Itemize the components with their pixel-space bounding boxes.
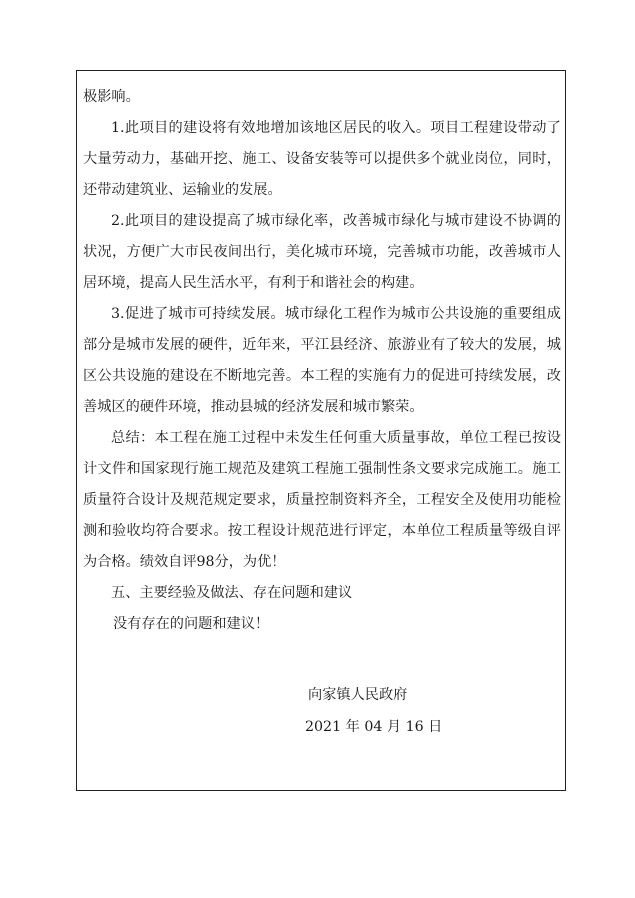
paragraph-item-3: 3.促进了城市可持续发展。城市绿化工程作为城市公共设施的重要组成部分是城市发展的硬件，近年来，平江县经济、旅游业有了较大的发展，城区公共设施的建设在不断地完善。本工程的实施有力的促进可持续发展，改善城区的硬件环境，推动县城的经济发展和城市繁荣。 — [83, 306, 561, 415]
section-body: 没有存在的问题和建议！ — [113, 616, 270, 632]
signature-date-text: 2021 年 04 月 16 日 — [305, 719, 443, 735]
paragraph-summary: 总结：本工程在施工过程中未发生任何重大质量事故，单位工程已按设计文件和国家现行施工规范及建筑工程施工强制性条文要求完成施工。施工质量符合设计及规范规定要求，质量控制资料齐全，工程安全及使用功能检测和验收均符合要求。按工程设计规范进行评定，本单位工程质量等级自评为合格。绩效自评98分，为优！ — [83, 430, 561, 570]
paragraph-lead: 极影响。 — [83, 89, 140, 105]
paragraph-item-1: 1.此项目的建设将有效地增加该地区居民的收入。项目工程建设带动了大量劳动力，基础开挖、施工、设备安装等可以提供多个就业岗位，同时，还带动建筑业、运输业的发展。 — [83, 120, 561, 198]
signature-organization-text: 向家镇人民政府 — [308, 687, 408, 703]
section-heading: 五、主要经验及做法、存在问题和建议 — [111, 585, 353, 601]
paragraph-item-2: 2.此项目的建设提高了城市绿化率，改善城市绿化与城市建设不协调的状况，方便广大市民夜间出行，美化城市环境，完善城市功能，改善城市人居环境，提高人民生活水平，有利于和谐社会的构建。 — [83, 213, 561, 291]
document-body — [83, 82, 561, 640]
